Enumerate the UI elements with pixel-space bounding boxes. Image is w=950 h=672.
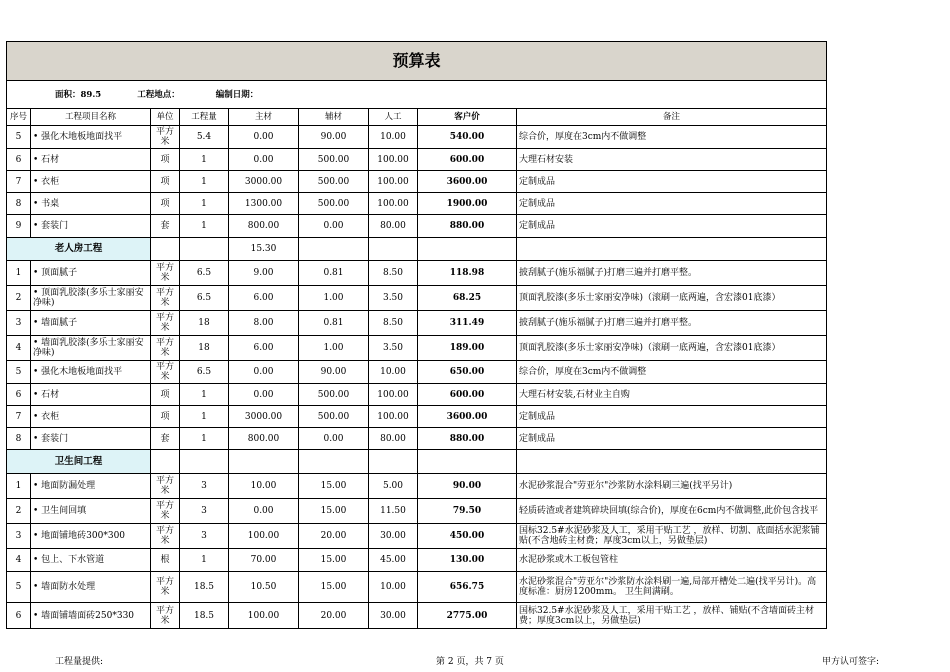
cell-qty: 6.5 (180, 361, 229, 384)
cell-price: 880.00 (418, 428, 517, 450)
cell-price: 600.00 (418, 149, 517, 171)
cell-name: • 套装门 (31, 428, 151, 450)
cell-qty: 1 (180, 406, 229, 428)
cell-price: 3600.00 (418, 171, 517, 193)
section-labor (369, 238, 418, 261)
cell-main: 6.00 (229, 336, 299, 361)
cell-qty: 1 (180, 215, 229, 238)
cell-price: 880.00 (418, 215, 517, 238)
cell-note: 定制成品 (517, 171, 827, 193)
cell-qty: 1 (180, 171, 229, 193)
cell-unit: 平方米 (151, 603, 180, 629)
cell-labor: 100.00 (369, 171, 418, 193)
cell-labor: 30.00 (369, 603, 418, 629)
cell-aux: 15.00 (299, 549, 369, 572)
table-row (7, 261, 827, 286)
cell-price: 130.00 (418, 549, 517, 572)
header-aux: 辅材 (299, 109, 369, 126)
table-row (7, 603, 827, 629)
cell-labor: 100.00 (369, 384, 418, 406)
cell-labor: 10.00 (369, 126, 418, 149)
cell-note: 定制成品 (517, 406, 827, 428)
cell-aux: 500.00 (299, 171, 369, 193)
cell-aux: 500.00 (299, 406, 369, 428)
cell-qty: 1 (180, 149, 229, 171)
cell-labor: 3.50 (369, 286, 418, 311)
cell-no: 2 (7, 286, 31, 311)
cell-price: 540.00 (418, 126, 517, 149)
cell-main: 1300.00 (229, 193, 299, 215)
cell-no: 9 (7, 215, 31, 238)
cell-unit: 项 (151, 171, 180, 193)
table-row (7, 215, 827, 238)
cell-name: • 墙面防水处理 (31, 572, 151, 603)
cell-qty: 1 (180, 549, 229, 572)
cell-unit: 套 (151, 428, 180, 450)
cell-note: 定制成品 (517, 428, 827, 450)
cell-no: 3 (7, 311, 31, 336)
cell-labor: 8.50 (369, 261, 418, 286)
page-title: 预算表 (7, 42, 827, 81)
cell-price: 450.00 (418, 524, 517, 549)
cell-qty: 18.5 (180, 603, 229, 629)
table-row (7, 336, 827, 361)
cell-note: 轻质砖渣或者建筑碎块回填(综合价)，厚度在6cm内不做调整,此价包含找平 (517, 499, 827, 524)
cell-no: 6 (7, 603, 31, 629)
cell-note: 顶面乳胶漆(多乐士家丽安净味)（滚刷一底两遍，含宏漆01底漆） (517, 286, 827, 311)
cell-price: 79.50 (418, 499, 517, 524)
cell-unit: 平方米 (151, 261, 180, 286)
cell-price: 68.25 (418, 286, 517, 311)
cell-no: 2 (7, 499, 31, 524)
table-row (7, 149, 827, 171)
area-label: 面积：89.5 (55, 89, 102, 100)
section-name: 老人房工程 (7, 238, 151, 261)
cell-unit: 平方米 (151, 361, 180, 384)
cell-name: • 地面防漏处理 (31, 474, 151, 499)
cell-main: 10.00 (229, 474, 299, 499)
cell-no: 4 (7, 336, 31, 361)
cell-unit: 平方米 (151, 311, 180, 336)
cell-name: • 强化木地板地面找平 (31, 126, 151, 149)
cell-qty: 3 (180, 499, 229, 524)
header-qty: 工程量 (180, 109, 229, 126)
cell-unit: 平方米 (151, 499, 180, 524)
cell-note: 大理石材安装,石材业主自购 (517, 384, 827, 406)
cell-name: • 衣柜 (31, 406, 151, 428)
cell-labor: 30.00 (369, 524, 418, 549)
cell-no: 5 (7, 126, 31, 149)
section-unit (151, 450, 180, 474)
cell-no: 6 (7, 149, 31, 171)
cell-no: 7 (7, 406, 31, 428)
section-unit (151, 238, 180, 261)
cell-name: • 墙面乳胶漆(多乐士家丽安净味) (31, 336, 151, 361)
cell-no: 8 (7, 428, 31, 450)
cell-labor: 8.50 (369, 311, 418, 336)
table-row (7, 384, 827, 406)
cell-price: 650.00 (418, 361, 517, 384)
cell-qty: 6.5 (180, 286, 229, 311)
section-main: 15.30 (229, 238, 299, 261)
cell-aux: 15.00 (299, 499, 369, 524)
cell-aux: 90.00 (299, 126, 369, 149)
cell-aux: 15.00 (299, 474, 369, 499)
table-row (7, 286, 827, 311)
section-aux (299, 450, 369, 474)
cell-aux: 20.00 (299, 603, 369, 629)
section-price (418, 238, 517, 261)
header-note: 备注 (517, 109, 827, 126)
cell-no: 3 (7, 524, 31, 549)
footer-page: 第 2 页，共 7 页 (436, 657, 504, 667)
cell-price: 1900.00 (418, 193, 517, 215)
cell-price: 3600.00 (418, 406, 517, 428)
cell-labor: 100.00 (369, 406, 418, 428)
section-note (517, 238, 827, 261)
cell-main: 0.00 (229, 384, 299, 406)
header-price: 客户价 (418, 109, 517, 126)
cell-qty: 1 (180, 428, 229, 450)
cell-price: 189.00 (418, 336, 517, 361)
cell-no: 5 (7, 361, 31, 384)
cell-price: 90.00 (418, 474, 517, 499)
cell-no: 5 (7, 572, 31, 603)
cell-aux: 0.00 (299, 428, 369, 450)
cell-name: • 包上、下水管道 (31, 549, 151, 572)
cell-labor: 10.00 (369, 361, 418, 384)
section-row (7, 450, 827, 474)
cell-labor: 45.00 (369, 549, 418, 572)
table-row (7, 171, 827, 193)
cell-labor: 80.00 (369, 215, 418, 238)
cell-note: 顶面乳胶漆(多乐士家丽安净味)（滚刷一底两遍，含宏漆01底漆） (517, 336, 827, 361)
cell-qty: 18 (180, 311, 229, 336)
cell-note: 国标32.5#水泥砂浆及人工，采用干贴工艺 ，放样、铺贴(不含墙面砖主材费；厚度3cm以上，另做垫层) (517, 603, 827, 629)
table-row (7, 311, 827, 336)
table-row (7, 126, 827, 149)
cell-unit: 平方米 (151, 572, 180, 603)
cell-name: • 墙面腻子 (31, 311, 151, 336)
cell-qty: 3 (180, 474, 229, 499)
cell-price: 656.75 (418, 572, 517, 603)
date-label: 编制日期： (215, 89, 259, 100)
cell-main: 3000.00 (229, 171, 299, 193)
cell-unit: 项 (151, 149, 180, 171)
cell-main: 800.00 (229, 215, 299, 238)
cell-main: 100.00 (229, 603, 299, 629)
cell-aux: 90.00 (299, 361, 369, 384)
cell-aux: 0.81 (299, 261, 369, 286)
cell-no: 1 (7, 261, 31, 286)
header-row (7, 109, 827, 126)
cell-qty: 18 (180, 336, 229, 361)
cell-note: 披刮腻子(施乐福腻子)打磨三遍并打磨平整。 (517, 311, 827, 336)
cell-main: 0.00 (229, 361, 299, 384)
header-main: 主材 (229, 109, 299, 126)
cell-qty: 1 (180, 384, 229, 406)
section-name: 卫生间工程 (7, 450, 151, 474)
cell-note: 国标32.5#水泥砂浆及人工，采用干贴工艺 ，放样、切割、底面括水泥浆铺贴(不含地砖主材费；厚度3cm以上，另做垫层) (517, 524, 827, 549)
cell-main: 0.00 (229, 149, 299, 171)
table-row (7, 524, 827, 549)
header-unit: 单位 (151, 109, 180, 126)
cell-main: 8.00 (229, 311, 299, 336)
cell-note: 水泥砂浆混合"劳亚尔"沙浆防水涂料刷三遍(找平另计) (517, 474, 827, 499)
cell-main: 9.00 (229, 261, 299, 286)
cell-no: 1 (7, 474, 31, 499)
cell-main: 6.00 (229, 286, 299, 311)
cell-note: 定制成品 (517, 215, 827, 238)
cell-unit: 平方米 (151, 126, 180, 149)
cell-main: 0.00 (229, 499, 299, 524)
budget-table (6, 41, 827, 629)
cell-name: • 衣柜 (31, 171, 151, 193)
location-label: 工程地点： (137, 89, 180, 100)
table-row (7, 572, 827, 603)
cell-qty: 6.5 (180, 261, 229, 286)
cell-aux: 500.00 (299, 384, 369, 406)
page-footer (0, 652, 950, 672)
section-main (229, 450, 299, 474)
cell-name: • 石材 (31, 149, 151, 171)
cell-aux: 1.00 (299, 336, 369, 361)
cell-unit: 平方米 (151, 474, 180, 499)
cell-qty: 18.5 (180, 572, 229, 603)
table-row (7, 361, 827, 384)
budget-sheet (6, 41, 826, 629)
cell-qty: 5.4 (180, 126, 229, 149)
section-price (418, 450, 517, 474)
cell-price: 311.49 (418, 311, 517, 336)
cell-aux: 20.00 (299, 524, 369, 549)
cell-note: 定制成品 (517, 193, 827, 215)
section-row (7, 238, 827, 261)
cell-note: 水泥砂浆混合"劳亚尔"沙浆防水涂料刷一遍,局部开槽处二遍(找平另计)。高度标准：厨房1200mm。 卫生间满刷。 (517, 572, 827, 603)
cell-name: • 书桌 (31, 193, 151, 215)
cell-no: 7 (7, 171, 31, 193)
cell-labor: 100.00 (369, 193, 418, 215)
cell-unit: 平方米 (151, 336, 180, 361)
cell-labor: 11.50 (369, 499, 418, 524)
section-note (517, 450, 827, 474)
cell-no: 4 (7, 549, 31, 572)
cell-aux: 15.00 (299, 572, 369, 603)
cell-labor: 5.00 (369, 474, 418, 499)
cell-unit: 套 (151, 215, 180, 238)
cell-labor: 80.00 (369, 428, 418, 450)
cell-name: • 石材 (31, 384, 151, 406)
footer-left: 工程量提供: (55, 657, 104, 667)
cell-unit: 根 (151, 549, 180, 572)
footer-right: 甲方认可签字: (822, 657, 880, 667)
section-aux (299, 238, 369, 261)
header-name: 工程项目名称 (31, 109, 151, 126)
cell-note: 大理石材安装 (517, 149, 827, 171)
cell-aux: 500.00 (299, 149, 369, 171)
cell-aux: 500.00 (299, 193, 369, 215)
cell-no: 6 (7, 384, 31, 406)
cell-aux: 0.81 (299, 311, 369, 336)
cell-labor: 100.00 (369, 149, 418, 171)
cell-main: 70.00 (229, 549, 299, 572)
cell-name: • 地面铺地砖300*300 (31, 524, 151, 549)
cell-price: 118.98 (418, 261, 517, 286)
cell-unit: 项 (151, 193, 180, 215)
header-no: 序号 (7, 109, 31, 126)
cell-unit: 项 (151, 384, 180, 406)
cell-price: 600.00 (418, 384, 517, 406)
section-labor (369, 450, 418, 474)
cell-unit: 平方米 (151, 524, 180, 549)
cell-main: 0.00 (229, 126, 299, 149)
cell-note: 综合价，厚度在3cm内不做调整 (517, 361, 827, 384)
cell-note: 水泥砂浆或木工板包管柱 (517, 549, 827, 572)
cell-main: 10.50 (229, 572, 299, 603)
table-row (7, 193, 827, 215)
cell-note: 综合价，厚度在3cm内不做调整 (517, 126, 827, 149)
section-qty (180, 238, 229, 261)
header-labor: 人工 (369, 109, 418, 126)
cell-name: • 顶面乳胶漆(多乐士家丽安净味) (31, 286, 151, 311)
cell-qty: 3 (180, 524, 229, 549)
cell-unit: 项 (151, 406, 180, 428)
cell-aux: 0.00 (299, 215, 369, 238)
cell-price: 2775.00 (418, 603, 517, 629)
cell-main: 3000.00 (229, 406, 299, 428)
cell-no: 8 (7, 193, 31, 215)
meta-info (9, 90, 824, 100)
cell-labor: 10.00 (369, 572, 418, 603)
cell-name: • 卫生间回填 (31, 499, 151, 524)
cell-unit: 平方米 (151, 286, 180, 311)
cell-note: 披刮腻子(施乐福腻子)打磨三遍并打磨平整。 (517, 261, 827, 286)
cell-labor: 3.50 (369, 336, 418, 361)
cell-name: • 套装门 (31, 215, 151, 238)
cell-name: • 墙面铺墙面砖250*330 (31, 603, 151, 629)
table-row (7, 428, 827, 450)
cell-qty: 1 (180, 193, 229, 215)
table-row (7, 549, 827, 572)
table-row (7, 499, 827, 524)
cell-name: • 顶面腻子 (31, 261, 151, 286)
cell-name: • 强化木地板地面找平 (31, 361, 151, 384)
cell-main: 100.00 (229, 524, 299, 549)
table-row (7, 406, 827, 428)
table-row (7, 474, 827, 499)
cell-aux: 1.00 (299, 286, 369, 311)
section-qty (180, 450, 229, 474)
cell-main: 800.00 (229, 428, 299, 450)
